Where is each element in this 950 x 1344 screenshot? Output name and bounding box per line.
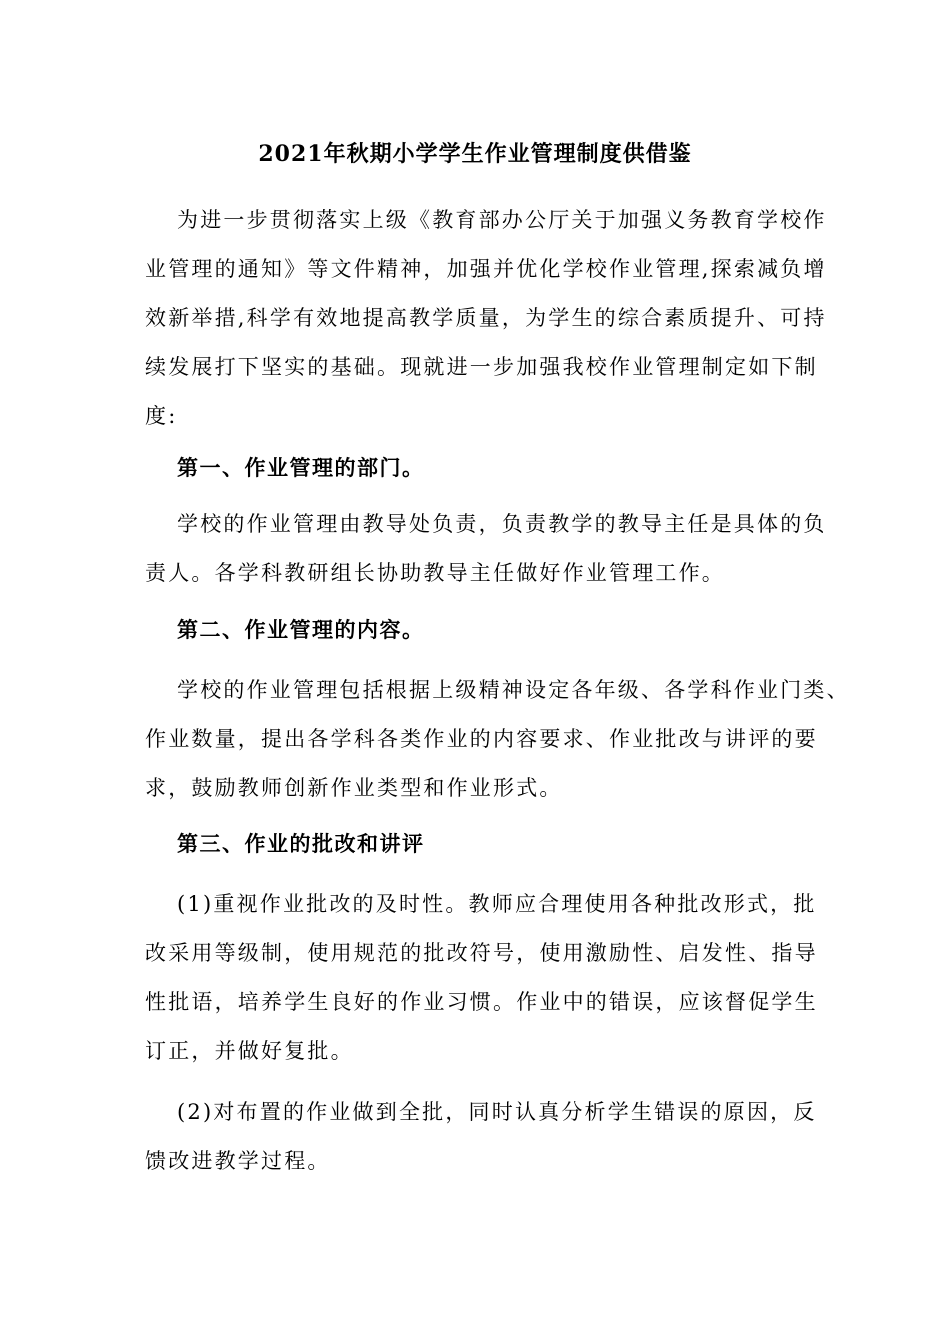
section-3-item-2-line-1: (2)对布置的作业做到全批，同时认真分析学生错误的原因，反 xyxy=(177,1100,817,1124)
intro-line-4: 续发展打下坚实的基础。现就进一步加强我校作业管理制定如下制 xyxy=(145,355,818,379)
section-3-item-1-line-2: 改采用等级制，使用规范的批改符号，使用激励性、启发性、指导 xyxy=(145,941,818,965)
intro-line-1: 为进一步贯彻落实上级《教育部办公厅关于加强义务教育学校作 xyxy=(177,208,827,232)
section-3-item-2 xyxy=(145,1088,815,1186)
section-2-line-2: 作业数量，提出各学科各类作业的内容要求、作业批改与讲评的要 xyxy=(145,727,818,751)
section-3-item-1-line-3: 性批语，培养学生良好的作业习惯。作业中的错误，应该督促学生 xyxy=(145,990,818,1014)
section-3-item-2-line-2: 馈改进教学过程。 xyxy=(145,1149,331,1173)
section-3-item-1-line-1: (1)重视作业批改的及时性。教师应合理使用各种批改形式，批 xyxy=(177,892,817,916)
intro-paragraph xyxy=(145,196,827,441)
section-1-line-2: 责人。各学科教研组长协助教导主任做好作业管理工作。 xyxy=(145,561,725,585)
section-2-paragraph xyxy=(145,666,850,813)
section-1-paragraph xyxy=(145,500,827,598)
intro-line-5: 度: xyxy=(145,404,178,428)
section-3-heading: 第三、作业的批改和讲评 xyxy=(177,831,425,856)
document-title: 2021年秋期小学学生作业管理制度供借鉴 xyxy=(258,141,692,167)
section-2-heading: 第二、作业管理的内容。 xyxy=(177,617,425,642)
section-1-line-1: 学校的作业管理由教导处负责，负责教学的教导主任是具体的负 xyxy=(177,512,827,536)
section-3-item-1 xyxy=(145,880,818,1076)
section-1-heading: 第一、作业管理的部门。 xyxy=(177,455,425,480)
section-2-line-3: 求，鼓励教师创新作业类型和作业形式。 xyxy=(145,776,563,800)
section-2-line-1: 学校的作业管理包括根据上级精神设定各年级、各学科作业门类、 xyxy=(177,678,850,702)
intro-line-3: 效新举措,科学有效地提高教学质量，为学生的综合素质提升、可持 xyxy=(145,306,827,330)
section-3-item-1-line-4: 订正，并做好复批。 xyxy=(145,1039,354,1063)
intro-line-2: 业管理的通知》等文件精神，加强并优化学校作业管理,探索减负增 xyxy=(145,257,827,281)
